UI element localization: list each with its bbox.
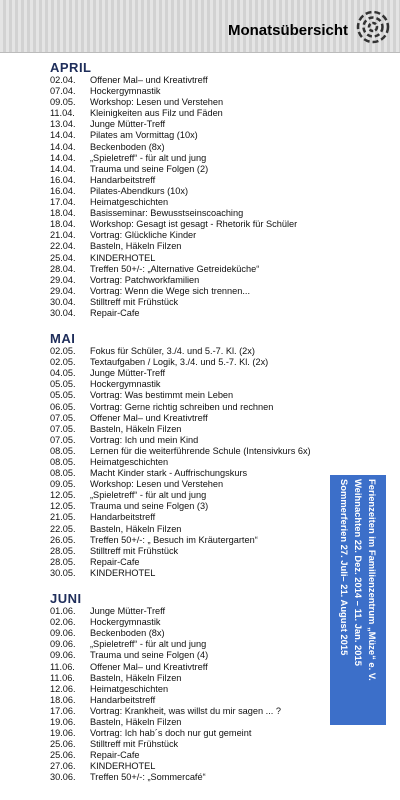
event-date: 14.04.	[50, 163, 76, 174]
event-date: 18.04.	[50, 208, 76, 219]
event-row	[50, 662, 320, 673]
event-row	[50, 490, 320, 501]
event-row	[50, 175, 320, 186]
monthly-overview-list	[50, 56, 320, 784]
event-date: 05.05.	[50, 379, 76, 390]
event-title: Vortrag: Patchworkfamilien	[90, 274, 200, 285]
event-title: Repair-Cafe	[90, 556, 140, 567]
event-date: 22.04.	[50, 241, 76, 252]
event-title: „Spieletreff“ - für alt und jung	[90, 490, 207, 501]
month-heading: APRIL	[50, 60, 92, 75]
event-title: Trauma und seine Folgen (3)	[90, 501, 209, 512]
event-row	[50, 628, 320, 639]
event-date: 07.04.	[50, 86, 76, 97]
event-title: Junge Mütter-Treff	[90, 368, 166, 379]
event-row	[50, 650, 320, 661]
event-title: Kleinigkeiten aus Filz und Fäden	[90, 108, 223, 119]
event-row	[50, 695, 320, 706]
event-date: 30.04.	[50, 296, 76, 307]
event-title: KINDERHOTEL	[90, 567, 156, 578]
event-row	[50, 308, 320, 319]
event-row	[50, 684, 320, 695]
event-row	[50, 368, 320, 379]
event-row	[50, 390, 320, 401]
event-row	[50, 501, 320, 512]
event-title: Basteln, Häkeln Filzen	[90, 241, 182, 252]
event-title: Basteln, Häkeln Filzen	[90, 716, 182, 727]
event-date: 08.05.	[50, 468, 76, 479]
event-row	[50, 97, 320, 108]
event-title: Vortrag: Was bestimmt mein Leben	[90, 390, 234, 401]
event-title: Repair-Cafe	[90, 307, 140, 318]
event-title: Vortrag: Gerne richtig schreiben und rechnen	[90, 401, 274, 412]
event-title: Trauma und seine Folgen (2)	[90, 163, 209, 174]
event-title: Basteln, Häkeln Filzen	[90, 672, 182, 683]
event-date: 12.05.	[50, 501, 76, 512]
event-title: Heimatgeschichten	[90, 457, 169, 467]
month-heading: JUNI	[50, 591, 82, 607]
event-row	[50, 424, 320, 435]
event-title: Vortrag: Glückliche Kinder	[90, 230, 197, 241]
event-title: Textaufgaben / Logik, 3./4. und 5.-7. Kl. (2x)	[90, 357, 269, 368]
event-date: 25.06.	[50, 750, 76, 761]
event-date: 22.05.	[50, 523, 76, 534]
event-row	[50, 142, 320, 153]
event-row	[50, 761, 320, 772]
event-row	[50, 706, 320, 717]
event-title: Stilltreff mit Frühstück	[90, 739, 179, 750]
event-row	[50, 435, 320, 446]
event-row	[50, 446, 320, 457]
event-title: Offener Mal– und Kreativtreff	[90, 661, 208, 672]
event-title: Workshop: Lesen und Verstehen	[90, 97, 224, 108]
event-title: KINDERHOTEL	[90, 761, 156, 772]
event-row	[50, 186, 320, 197]
event-date: 30.06.	[50, 772, 76, 783]
event-date: 16.04.	[50, 185, 76, 196]
event-row	[50, 75, 320, 86]
holiday-info-box	[330, 475, 386, 725]
event-row	[50, 524, 320, 535]
event-title: Stilltreff mit Frühstück	[90, 545, 179, 556]
event-date: 25.06.	[50, 739, 76, 750]
event-date: 30.05.	[50, 567, 76, 578]
event-row	[50, 219, 320, 230]
event-date: 17.04.	[50, 197, 76, 208]
event-date: 28.05.	[50, 545, 76, 556]
event-date: 18.04.	[50, 219, 76, 230]
event-row	[50, 479, 320, 490]
event-row	[50, 264, 320, 275]
spiral-logo-icon	[356, 10, 390, 44]
event-date: 28.04.	[50, 263, 76, 274]
event-title: Treffen 50+/-: „ Besuch im Kräutergarten“	[90, 534, 258, 545]
page-title: Monatsübersicht	[227, 22, 348, 39]
event-date: 12.06.	[50, 683, 76, 694]
event-title: Handarbeitstreff	[90, 694, 156, 705]
page-header	[0, 0, 400, 53]
event-date: 29.04.	[50, 285, 76, 296]
event-date: 07.05.	[50, 412, 76, 423]
event-date: 09.05.	[50, 97, 76, 108]
event-date: 09.06.	[50, 628, 76, 639]
event-date: 26.05.	[50, 534, 76, 545]
event-date: 18.06.	[50, 694, 76, 705]
event-title: Junge Mütter-Treff	[90, 119, 166, 130]
holiday-heading: Ferienzeiten im Familienzentrum „Müze“ e. V.	[367, 479, 378, 681]
event-row	[50, 673, 320, 684]
event-date: 09.06.	[50, 639, 76, 650]
event-date: 13.04.	[50, 119, 76, 130]
event-row	[50, 230, 320, 241]
event-title: Vortrag: Krankheit, was willst du mir sagen ... ?	[90, 705, 281, 716]
event-title: Heimatgeschichten	[90, 197, 169, 208]
event-date: 27.06.	[50, 761, 76, 772]
event-date: 09.06.	[50, 650, 76, 661]
event-date: 11.06.	[50, 672, 75, 683]
event-date: 06.05.	[50, 401, 76, 412]
event-row	[50, 164, 320, 175]
event-title: Vortrag: Ich hab´s doch nur gut gemeint	[90, 728, 252, 739]
event-row	[50, 346, 320, 357]
event-title: Pilates am Vormittag (10x)	[90, 130, 198, 141]
event-date: 30.04.	[50, 307, 76, 318]
event-title: Macht Kinder stark - Auffrischungskurs	[90, 468, 248, 479]
event-row	[50, 717, 320, 728]
event-row	[50, 86, 320, 97]
event-date: 16.04.	[50, 174, 76, 185]
event-title: Fokus für Schüler, 3./4. und 5.-7. Kl. (2x)	[90, 346, 255, 357]
event-row	[50, 739, 320, 750]
event-date: 29.04.	[50, 274, 76, 285]
event-row	[50, 197, 320, 208]
event-title: Workshop: Gesagt ist gesagt - Rhetorik für Schüler	[90, 219, 298, 230]
event-title: Workshop: Lesen und Verstehen	[90, 479, 224, 490]
holiday-christmas: Weihnachten 22. Dez. 2014 – 11. Jan. 2015	[353, 479, 364, 666]
event-row	[50, 639, 320, 650]
event-date: 08.05.	[50, 445, 76, 456]
event-title: Basteln, Häkeln Filzen	[90, 523, 182, 534]
event-row	[50, 772, 320, 783]
event-date: 01.06.	[50, 606, 76, 617]
event-title: „Spieletreff“ - für alt und jung	[90, 639, 207, 650]
event-title: KINDERHOTEL	[90, 252, 156, 263]
event-date: 07.05.	[50, 423, 76, 434]
event-row	[50, 108, 320, 119]
event-date: 25.04.	[50, 252, 76, 263]
event-title: Hockergymnastik	[90, 86, 161, 97]
event-row	[50, 119, 320, 130]
event-date: 09.05.	[50, 479, 76, 490]
event-date: 07.05.	[50, 434, 76, 445]
event-title: Basisseminar: Bewusstseinscoaching	[90, 208, 244, 219]
event-row	[50, 286, 320, 297]
holiday-summer: Sommerferien 27. Juli– 21. August 2015	[339, 479, 350, 656]
event-row	[50, 413, 320, 424]
event-row	[50, 728, 320, 739]
event-title: Handarbeitstreff	[90, 174, 156, 185]
event-date: 08.05.	[50, 457, 76, 467]
event-date: 12.05.	[50, 490, 76, 501]
event-date: 19.06.	[50, 728, 76, 739]
event-row	[50, 253, 320, 264]
event-title: Repair-Cafe	[90, 750, 140, 761]
event-title: Lernen für die weiterführende Schule (Intensivkurs 6x)	[90, 445, 311, 456]
event-date: 11.06.	[50, 661, 75, 672]
event-date: 17.06.	[50, 705, 76, 716]
event-title: Stilltreff mit Frühstück	[90, 296, 179, 307]
event-row	[50, 208, 320, 219]
event-title: Junge Mütter-Treff	[90, 606, 166, 617]
event-row	[50, 241, 320, 252]
event-title: Vortrag: Wenn die Wege sich trennen...	[90, 285, 251, 296]
event-row	[50, 617, 320, 628]
event-row	[50, 535, 320, 546]
event-title: Heimatgeschichten	[90, 683, 169, 694]
event-row	[50, 153, 320, 164]
event-title: Trauma und seine Folgen (4)	[90, 650, 209, 661]
event-date: 14.04.	[50, 130, 76, 141]
event-row	[50, 297, 320, 308]
event-title: Beckenboden (8x)	[90, 141, 165, 152]
event-date: 19.06.	[50, 716, 76, 727]
event-date: 02.06.	[50, 617, 76, 628]
event-date: 14.04.	[50, 141, 76, 152]
event-title: Handarbeitstreff	[90, 512, 156, 523]
event-title: Treffen 50+/-: „Alternative Getreideküche“	[90, 263, 260, 274]
event-date: 11.04.	[50, 108, 75, 119]
event-row	[50, 568, 320, 579]
event-title: Vortrag: Ich und mein Kind	[90, 434, 199, 445]
event-title: Offener Mal– und Kreativtreff	[90, 75, 208, 85]
event-date: 21.04.	[50, 230, 76, 241]
event-date: 14.04.	[50, 152, 76, 163]
event-row	[50, 557, 320, 568]
event-row	[50, 357, 320, 368]
event-date: 02.05.	[50, 346, 76, 357]
event-title: Hockergymnastik	[90, 617, 161, 628]
event-date: 05.05.	[50, 390, 76, 401]
event-date: 02.05.	[50, 357, 76, 368]
event-date: 04.05.	[50, 368, 76, 379]
event-title: Pilates-Abendkurs (10x)	[90, 185, 189, 196]
event-row	[50, 275, 320, 286]
event-row	[50, 546, 320, 557]
event-date: 28.05.	[50, 556, 76, 567]
event-row	[50, 130, 320, 141]
event-date: 21.05.	[50, 512, 76, 523]
event-title: Basteln, Häkeln Filzen	[90, 423, 182, 434]
event-row	[50, 402, 320, 413]
event-row	[50, 457, 320, 468]
event-title: Hockergymnastik	[90, 379, 161, 390]
event-row	[50, 379, 320, 390]
event-row	[50, 512, 320, 523]
event-row	[50, 468, 320, 479]
event-row	[50, 606, 320, 617]
event-row	[50, 750, 320, 761]
month-heading: MAI	[50, 331, 76, 347]
event-title: Treffen 50+/-: „Sommercafé“	[90, 772, 206, 783]
event-title: Beckenboden (8x)	[90, 628, 165, 639]
event-title: „Spieletreff“ - für alt und jung	[90, 152, 207, 163]
event-date: 02.04.	[50, 75, 76, 85]
event-title: Offener Mal– und Kreativtreff	[90, 412, 208, 423]
